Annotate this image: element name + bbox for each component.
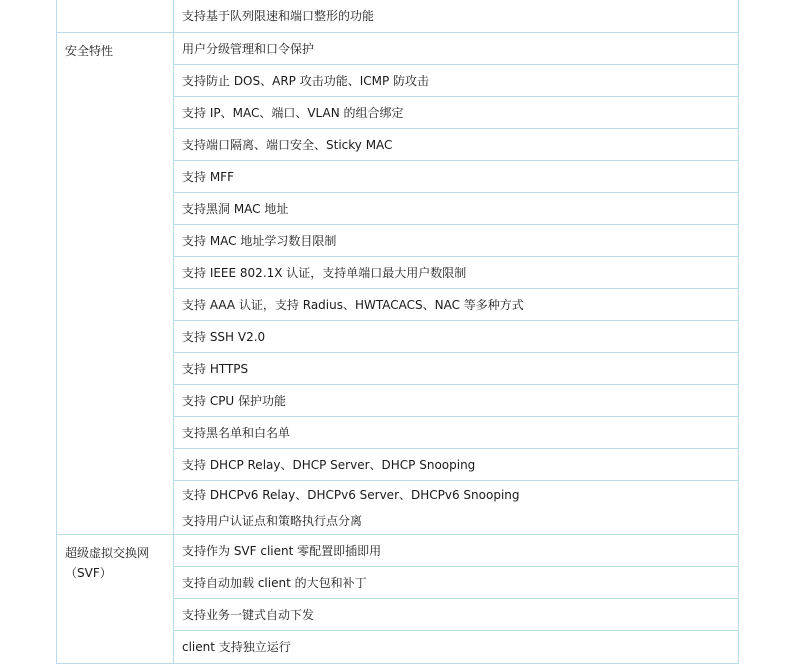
feature-cell: 支持防止 DOS、ARP 攻击功能、ICMP 防攻击 <box>174 65 739 97</box>
feature-cell: 支持 DHCP Relay、DHCP Server、DHCP Snooping <box>174 449 739 481</box>
category-cell-svf <box>57 535 174 664</box>
feature-cell: 支持 MFF <box>174 161 739 193</box>
category-line: 超级虚拟交换网 <box>65 546 150 560</box>
feature-cell: 支持基于队列限速和端口整形的功能 <box>174 0 739 33</box>
category-cell-empty <box>57 0 174 33</box>
feature-cell: 支持业务一键式自动下发 <box>174 599 739 631</box>
feature-cell: 支持 IEEE 802.1X 认证，支持单端口最大用户数限制 <box>174 257 739 289</box>
feature-line: 支持 DHCPv6 Relay、DHCPv6 Server、DHCPv6 Snooping <box>182 487 520 502</box>
feature-cell: 支持黑名单和白名单 <box>174 417 739 449</box>
feature-cell: 支持 SSH V2.0 <box>174 321 739 353</box>
feature-cell-multi <box>174 481 739 535</box>
feature-cell: 支持 CPU 保护功能 <box>174 385 739 417</box>
table-row <box>57 0 739 33</box>
category-cell-security: 安全特性 <box>57 33 174 535</box>
feature-cell: 支持端口隔离、端口安全、Sticky MAC <box>174 129 739 161</box>
feature-cell: 用户分级管理和口令保护 <box>174 33 739 65</box>
spec-table <box>56 0 739 664</box>
table-row <box>57 535 739 567</box>
feature-cell: 支持自动加载 client 的大包和补丁 <box>174 567 739 599</box>
feature-cell: 支持作为 SVF client 零配置即插即用 <box>174 535 739 567</box>
feature-cell: 支持 MAC 地址学习数目限制 <box>174 225 739 257</box>
feature-cell: 支持 IP、MAC、端口、VLAN 的组合绑定 <box>174 97 739 129</box>
feature-cell: client 支持独立运行 <box>174 631 739 664</box>
feature-cell: 支持黑洞 MAC 地址 <box>174 193 739 225</box>
table-row <box>57 33 739 65</box>
feature-cell: 支持 HTTPS <box>174 353 739 385</box>
feature-line: 支持用户认证点和策略执行点分离 <box>182 513 363 528</box>
feature-cell: 支持 AAA 认证，支持 Radius、HWTACACS、NAC 等多种方式 <box>174 289 739 321</box>
category-line: （SVF） <box>65 566 112 580</box>
